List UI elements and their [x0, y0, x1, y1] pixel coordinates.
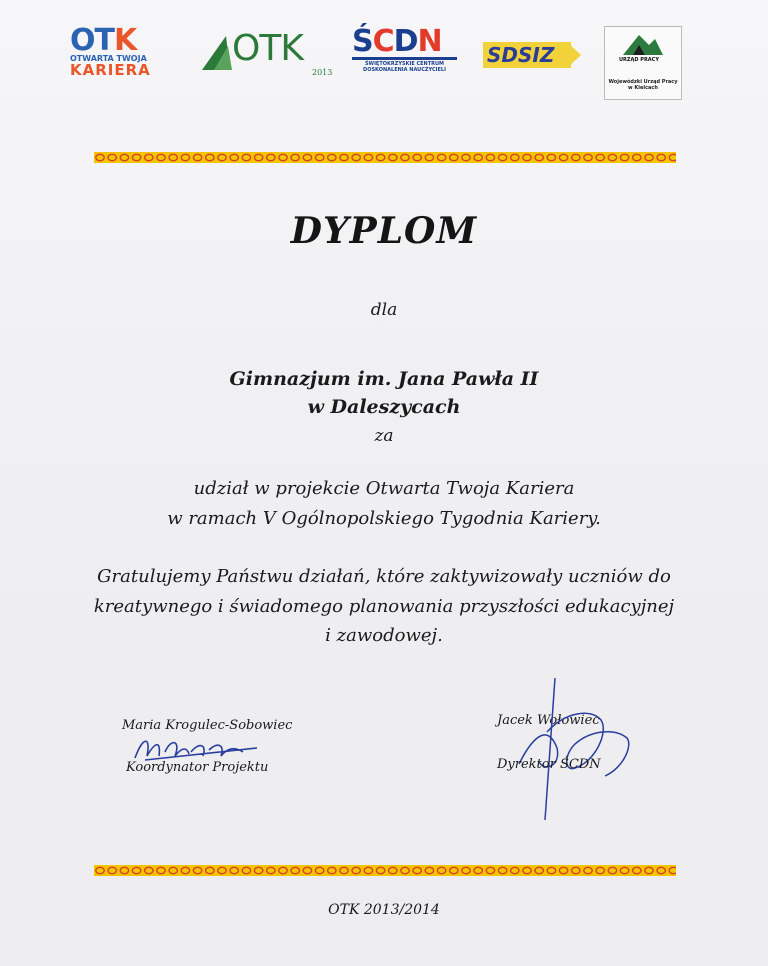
decorative-strip-top — [94, 152, 676, 163]
scdn-logo — [352, 24, 457, 88]
congrats-line3: i zawodowej. — [325, 625, 443, 646]
urzad-pracy-caption-1: Wojewódzki Urząd Pracy — [608, 79, 678, 85]
otk-2013-logo — [200, 28, 340, 88]
decorative-strip-bottom — [94, 865, 676, 876]
signatory1-role: Koordynator Projektu — [126, 760, 269, 775]
urzad-pracy-label: URZĄD PRACY — [619, 57, 659, 63]
dla-text: dla — [370, 300, 398, 320]
scdn-logo-sub2: DOSKONALENIA NAUCZYCIELI — [363, 67, 446, 73]
signature-2-image — [505, 672, 635, 822]
footer-year: OTK 2013/2014 — [328, 902, 440, 918]
diploma-title: DYPLOM — [290, 210, 478, 252]
mountain-arrow-icon — [623, 31, 663, 57]
arrow-right-icon — [567, 42, 581, 68]
school-name-line1: Gimnazjum im. Jana Pawła II — [229, 368, 539, 390]
otk2-logo-word: OTK — [232, 28, 303, 69]
mountain-icon — [200, 32, 234, 72]
otk-logo-line1: OTWARTA TWOJA — [70, 54, 147, 63]
scdn-logo-word: ŚCDN — [352, 24, 442, 59]
otk-logo-word: OTK — [70, 23, 137, 58]
participation-line1: udział w projekcie Otwarta Twoja Kariera — [193, 478, 575, 499]
signatory2-role: Dyrektor ŚCDN — [497, 757, 601, 772]
congrats-line1: Gratulujemy Państwu działań, które zaktywizowały uczniów do — [97, 566, 671, 587]
scdn-logo-sub1: ŚWIĘTOKRZYSKIE CENTRUM — [364, 61, 445, 67]
congrats-line2: kreatywnego i świadomego planowania przyszłości edukacyjnej — [93, 596, 675, 617]
sdsiz-logo-word: SDSIZ — [483, 42, 571, 68]
za-text: za — [374, 426, 394, 446]
signatory2-name: Jacek Wołowiec — [497, 713, 600, 728]
signatory1-name: Maria Krogulec-Sobowiec — [122, 718, 293, 733]
otk-kariera-logo — [70, 23, 175, 88]
urzad-pracy-caption — [607, 79, 679, 91]
otk2-logo-year: 2013 — [312, 68, 333, 77]
urzad-pracy-logo — [604, 26, 682, 100]
urzad-pracy-caption-2: w Kielcach — [628, 85, 658, 91]
sdsiz-logo — [483, 42, 579, 72]
otk-logo-line2: KARIERA — [70, 61, 151, 79]
participation-line2: w ramach V Ogólnopolskiego Tygodnia Kariery. — [167, 508, 601, 529]
school-name-line2: w Daleszycach — [307, 396, 461, 418]
